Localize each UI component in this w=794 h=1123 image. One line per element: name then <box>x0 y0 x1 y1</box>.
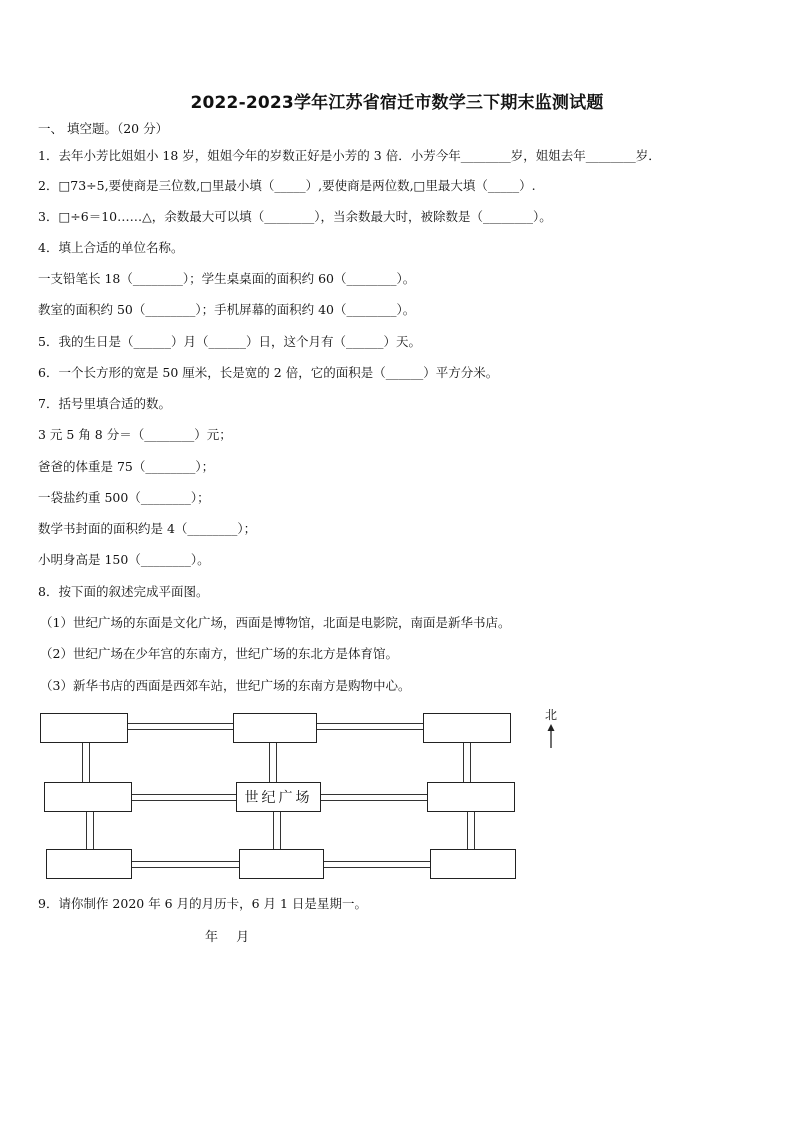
calendar-year-month: 年 月 <box>205 930 250 945</box>
map-box <box>427 782 515 812</box>
section-heading: 一、 填空题。（20 分） <box>38 121 169 136</box>
question-2: 2．□73÷5,要使商是三位数,□里最小填（_____）,要使商是两位数,□里最大填（_____）. <box>38 178 536 193</box>
center-plaza-label: 世纪广场 <box>244 790 313 806</box>
center-plaza-box <box>236 782 321 812</box>
question-5: 5．我的生日是（______）月（______）日，这个月有（______）天。 <box>38 334 421 349</box>
question-9: 9．请你制作 2020 年 6 月的月历卡，6 月 1 日是星期一。 <box>38 896 367 911</box>
question-4: 4．填上合适的单位名称。 <box>38 240 184 255</box>
question-8: 8．按下面的叙述完成平面图。 <box>38 584 209 599</box>
road <box>463 742 471 783</box>
map-box <box>430 849 516 879</box>
question-4a: 一支铅笔长 18（________）；学生桌桌面的面积约 60（________）。 <box>38 271 416 286</box>
question-3: 3．□÷6＝10……△，余数最大可以填（________），当余数最大时，被除数是（________）。 <box>38 209 552 224</box>
road <box>82 740 90 784</box>
road <box>321 794 427 801</box>
question-8-item-3: （3）新华书店的西面是西郊车站，世纪广场的东南方是购物中心。 <box>40 678 411 693</box>
question-7b: 爸爸的体重是 75（________）； <box>38 459 215 474</box>
question-7d: 数学书封面的面积约是 4（________）； <box>38 521 257 536</box>
road <box>273 811 281 852</box>
map-box <box>239 849 324 879</box>
question-7a: 3 元 5 角 8 分＝（________）元； <box>38 427 232 442</box>
plan-map <box>36 704 596 889</box>
road <box>132 861 240 868</box>
road <box>132 794 236 801</box>
map-box <box>44 782 132 812</box>
question-7: 7．括号里填合适的数。 <box>38 396 171 411</box>
question-8-item-2: （2）世纪广场在少年宫的东南方，世纪广场的东北方是体育馆。 <box>40 646 398 661</box>
question-8-item-1: （1）世纪广场的东面是文化广场，西面是博物馆，北面是电影院，南面是新华书店。 <box>40 615 511 630</box>
road <box>324 861 430 868</box>
north-arrow-icon <box>546 724 556 748</box>
map-box <box>46 849 132 879</box>
map-box <box>40 713 128 743</box>
question-1: 1．去年小芳比姐姐小 18 岁，姐姐今年的岁数正好是小芳的 3 倍．小芳今年________岁，姐姐去年________岁． <box>38 148 661 163</box>
question-6: 6．一个长方形的宽是 50 厘米，长是宽的 2 倍，它的面积是（______）平方分米。 <box>38 365 499 380</box>
map-box <box>423 713 511 743</box>
map-box <box>233 713 317 743</box>
question-7e: 小明身高是 150（________）。 <box>38 552 210 567</box>
north-label: 北 <box>544 708 557 722</box>
road <box>86 811 94 852</box>
road <box>128 723 234 730</box>
road <box>317 723 423 730</box>
road <box>269 741 277 783</box>
question-4b: 教室的面积约 50（________）；手机屏幕的面积约 40（________）。 <box>38 302 416 317</box>
page-title: 2022-2023学年江苏省宿迁市数学三下期末监测试题 <box>190 93 604 113</box>
question-7c: 一袋盐约重 500（________）； <box>38 490 210 505</box>
road <box>467 811 475 852</box>
